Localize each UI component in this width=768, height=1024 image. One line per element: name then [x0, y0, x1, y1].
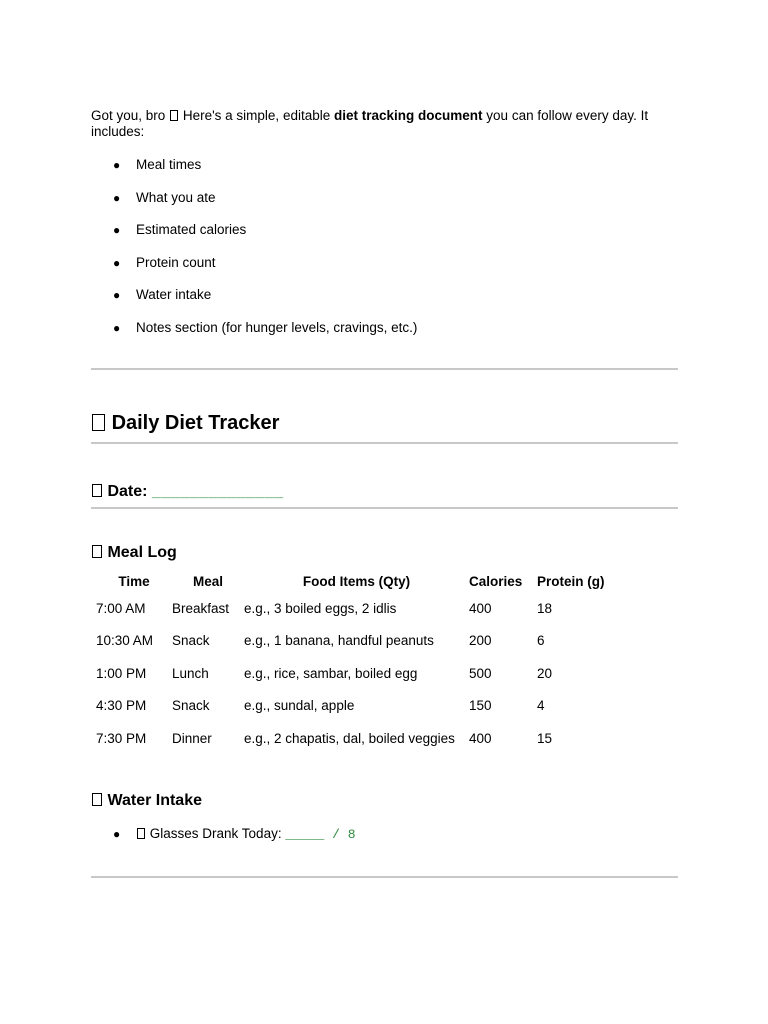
cell-protein: 18 [537, 600, 553, 616]
list-item: ● Notes section (for hunger levels, cravings, etc.) [113, 319, 418, 335]
table-header-row [96, 574, 657, 600]
glasses-fill-in-blank[interactable]: _____ [285, 826, 325, 842]
cell-meal: Snack [172, 633, 210, 648]
cell-food: e.g., 3 boiled eggs, 2 idlis [244, 600, 397, 616]
list-item: ● What you ate [113, 189, 216, 205]
bullet-icon: ● [113, 158, 121, 172]
date-underline [91, 507, 678, 509]
table-row [96, 730, 657, 748]
water-item-label: Glasses Drank Today: [149, 825, 282, 841]
intro-paragraph [91, 108, 678, 140]
cell-meal: Breakfast [172, 600, 230, 616]
cell-calories: 200 [469, 633, 492, 648]
section-divider [91, 876, 678, 878]
cell-protein: 6 [537, 633, 545, 648]
list-item: ● Water intake [113, 287, 212, 302]
meal-log-heading: Meal Log [91, 543, 678, 563]
water-placeholder-icon [92, 793, 102, 806]
meal-log-table [96, 574, 657, 748]
table-row [96, 697, 657, 730]
cell-meal: Dinner [172, 730, 212, 746]
section-divider [91, 368, 678, 370]
list-item: ● Meal times [113, 157, 202, 172]
page-title: Daily Diet Tracker [91, 411, 678, 435]
cell-meal: Lunch [172, 665, 209, 681]
cell-protein: 20 [537, 665, 553, 681]
cell-meal: Snack [172, 698, 210, 713]
bullet-icon: ● [113, 826, 121, 841]
column-header-calories: Calories [469, 573, 523, 589]
title-underline [91, 442, 678, 444]
intro-text-start: Got you, bro [91, 108, 166, 123]
cell-food: e.g., rice, sambar, boiled egg [244, 665, 418, 681]
bullet-icon: ● [113, 223, 121, 237]
column-header-food: Food Items (Qty) [302, 573, 411, 589]
cell-calories: 400 [469, 730, 492, 746]
cell-calories: 500 [469, 665, 492, 681]
cell-food: e.g., 2 chapatis, dal, boiled veggies [244, 730, 455, 746]
cell-food: e.g., 1 banana, handful peanuts [244, 633, 434, 648]
intro-bold-text: diet tracking document [334, 108, 483, 123]
cell-time: 1:00 PM [96, 665, 147, 681]
bullet-icon: ● [113, 320, 121, 335]
date-heading: Date: ______________ [91, 482, 678, 502]
table-row [96, 600, 657, 633]
bullet-icon: ● [113, 190, 121, 205]
cell-protein: 4 [537, 698, 545, 713]
cell-protein: 15 [537, 730, 553, 746]
intro-text-end: you can follow every day. It includes: [91, 108, 649, 139]
table-row [96, 665, 657, 698]
date-fill-in-blank[interactable]: ______________ [151, 482, 284, 500]
cell-food: e.g., sundal, apple [244, 698, 355, 713]
bullet-icon: ● [113, 288, 121, 302]
meal-placeholder-icon [92, 545, 102, 558]
emoji-placeholder-icon [92, 414, 105, 431]
bullet-icon: ● [113, 255, 121, 270]
glasses-target: 8 [347, 826, 356, 842]
column-header-meal: Meal [192, 573, 223, 589]
cell-time: 7:00 AM [96, 600, 146, 616]
emoji-placeholder-icon [170, 110, 178, 121]
includes-list [91, 157, 678, 336]
water-intake-heading: Water Intake [91, 791, 678, 811]
calendar-placeholder-icon [92, 484, 102, 497]
water-list [91, 826, 678, 843]
document-page [91, 108, 678, 878]
cell-calories: 400 [469, 600, 492, 616]
glass-placeholder-icon [137, 828, 145, 839]
cell-time: 7:30 PM [96, 730, 147, 746]
glasses-separator: / [332, 826, 340, 842]
list-item [91, 826, 678, 843]
cell-calories: 150 [469, 698, 492, 713]
table-row [96, 632, 657, 665]
intro-text-middle: Here's a simple, editable [182, 108, 331, 123]
column-header-protein: Protein (g) [537, 573, 605, 589]
list-item: ● Estimated calories [113, 222, 247, 237]
cell-time: 4:30 PM [96, 698, 147, 713]
list-item: ● Protein count [113, 254, 216, 270]
column-header-time: Time [118, 573, 150, 589]
cell-time: 10:30 AM [96, 633, 154, 648]
